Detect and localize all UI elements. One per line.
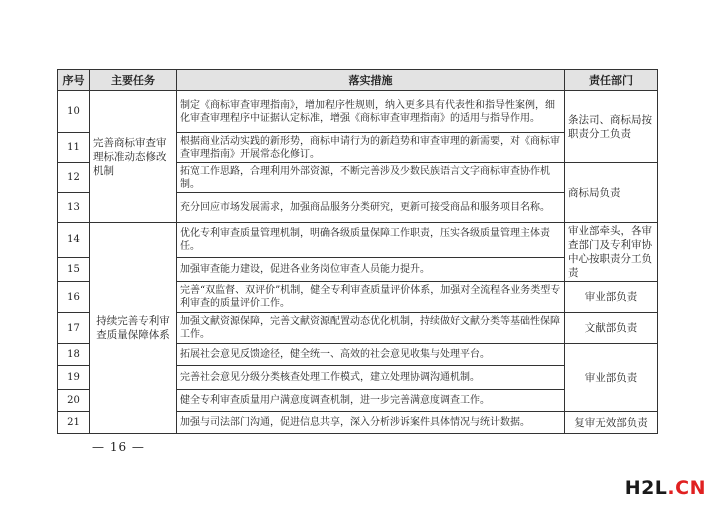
row-number: 16 [58,282,90,313]
table-header-row [58,70,658,91]
measure-cell: 健全专利审查质量用户满意度调查机制，进一步完善满意度调查工作。 [177,390,565,412]
measure-cell: 加强与司法部门沟通，促进信息共享，深入分析涉诉案件具体情况与统计数据。 [177,412,565,434]
dept-cell: 条法司、商标局按职责分工负责 [565,91,658,163]
dept-cell: 审业部牵头，各审查部门及专利审协中心按职责分工负责 [565,223,658,282]
header-dept: 责任部门 [565,70,658,91]
row-number: 21 [58,412,90,434]
table-row [58,223,658,258]
measure-cell: 制定《商标审查审理指南》，增加程序性规则，纳入更多具有代表性和指导性案例，细化审查审理程序中证据认定标准，增强《商标审查审理指南》的适用与指导作用。 [177,91,565,133]
measure-cell: 优化专利审查质量管理机制，明确各级质量保障工作职责，压实各级质量管理主体责任。 [177,223,565,258]
row-number: 14 [58,223,90,258]
row-number: 17 [58,313,90,344]
measure-cell: 加强审查能力建设，促进各业务岗位审查人员能力提升。 [177,257,565,282]
dept-cell: 审业部负责 [565,282,658,313]
task-cell: 持续完善专利审查质量保障体系 [90,223,177,434]
row-number: 20 [58,390,90,412]
header-no: 序号 [58,70,90,91]
measure-cell: 拓宽工作思路，合理利用外部资源，不断完善涉及少数民族语言文字商标审查协作机制。 [177,163,565,193]
row-number: 19 [58,366,90,390]
row-number: 11 [58,133,90,163]
measure-cell: 完善“双监督、双评价”机制，健全专利审查质量评价体系，加强对全流程各业务类型专利审查的质量评价工作。 [177,282,565,313]
task-cell: 完善商标审查审理标准动态修改机制 [90,91,177,223]
table-row [58,91,658,133]
measure-cell: 充分回应市场发展需求，加强商品服务分类研究，更新可接受商品和服务项目名称。 [177,193,565,223]
dept-cell: 文献部负责 [565,313,658,344]
row-number: 18 [58,344,90,366]
row-number: 10 [58,91,90,133]
watermark-text-right: .CN [667,477,706,499]
task-table [57,69,658,434]
dept-cell: 商标局负责 [565,163,658,223]
dept-cell: 审业部负责 [565,344,658,412]
watermark-logo [625,477,706,499]
watermark-text-left: H2L [624,477,668,499]
row-number: 13 [58,193,90,223]
header-measure: 落实措施 [177,70,565,91]
row-number: 15 [58,257,90,282]
measure-cell: 加强文献资源保障，完善文献资源配置动态优化机制，持续做好文献分类等基础性保障工作。 [177,313,565,344]
measure-cell: 拓展社会意见反馈途径，健全统一、高效的社会意见收集与处理平台。 [177,344,565,366]
row-number: 12 [58,163,90,193]
measure-cell: 完善社会意见分级分类核查处理工作模式，建立处理协调沟通机制。 [177,366,565,390]
page-number: — 16 — [92,440,145,454]
header-task: 主要任务 [90,70,177,91]
measure-cell: 根据商业活动实践的新形势，商标申请行为的新趋势和审查审理的新需要，对《商标审查审理指南》开展常态化修订。 [177,133,565,163]
dept-cell: 复审无效部负责 [565,412,658,434]
